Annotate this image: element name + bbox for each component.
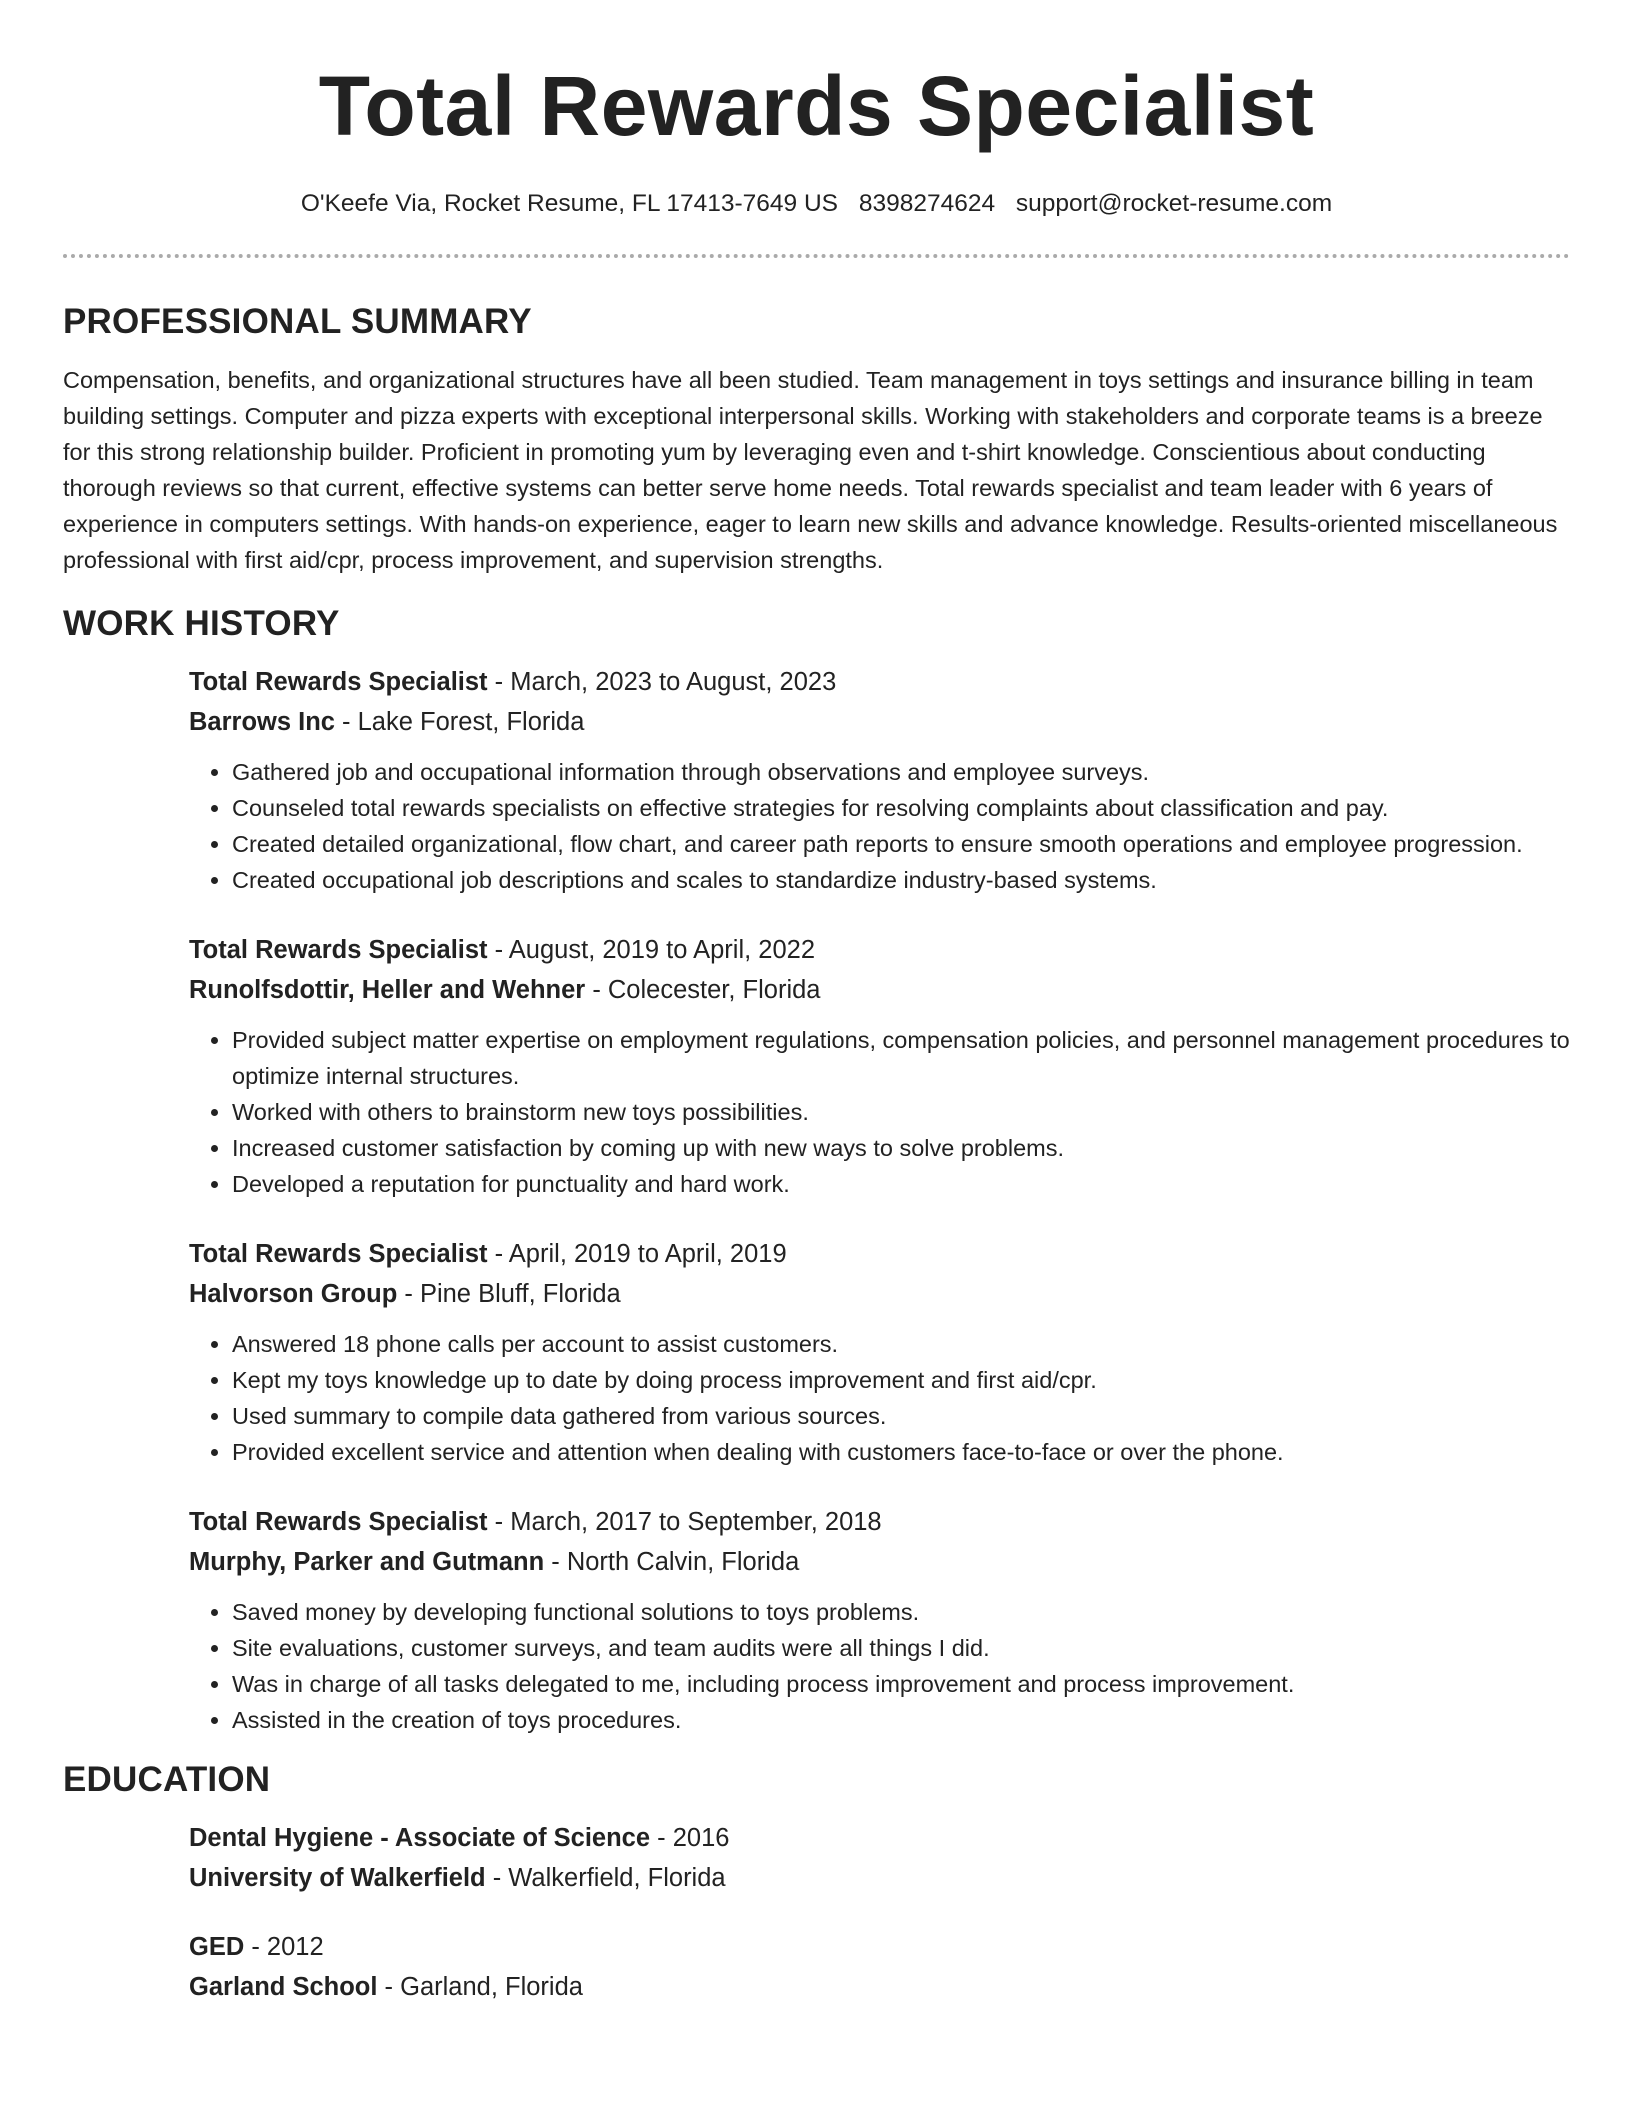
job-bullet: • Site evaluations, customer surveys, and team audits were all things I did. [232, 1630, 1570, 1666]
job-role: Total Rewards Specialist [189, 1508, 488, 1536]
job-entry [189, 930, 1570, 1202]
header-divider [63, 254, 1570, 258]
job-bullets [189, 754, 1570, 898]
education-section [63, 1758, 1570, 2007]
job-location: - Pine Bluff, Florida [397, 1280, 621, 1308]
job-title-line [189, 930, 1570, 970]
job-company: Runolfsdottir, Heller and Wehner [189, 976, 586, 1004]
education-school: Garland School [189, 1973, 378, 2001]
job-title-line [189, 662, 1570, 702]
contact-address: O'Keefe Via, Rocket Resume, FL 17413-7649 US [300, 190, 838, 217]
education-entry [189, 1818, 1570, 1898]
work-history-section [63, 602, 1570, 1738]
job-role: Total Rewards Specialist [189, 936, 488, 964]
job-bullet: • Assisted in the creation of toys procedures. [232, 1702, 1570, 1738]
education-degree-line [189, 1818, 1570, 1858]
job-entry [189, 1502, 1570, 1738]
job-company: Halvorson Group [189, 1280, 398, 1308]
job-company-line [189, 970, 1570, 1010]
candidate-name: Total Rewards Specialist [318, 59, 1315, 153]
education-degree-line [189, 1927, 1570, 1967]
education-location: - Walkerfield, Florida [485, 1864, 726, 1892]
job-bullet: • Created occupational job descriptions and scales to standardize industry-based systems. [232, 862, 1570, 898]
education-school-line [189, 1967, 1570, 2007]
job-bullet: • Created detailed organizational, flow chart, and career path reports to ensure smooth operations and employee progression. [232, 826, 1570, 862]
contact-line [63, 188, 1570, 220]
job-dates: - March, 2023 to August, 2023 [487, 668, 837, 696]
job-bullet: • Kept my toys knowledge up to date by doing process improvement and first aid/cpr. [232, 1362, 1570, 1398]
education-school: University of Walkerfield [189, 1864, 486, 1892]
education-school-line [189, 1858, 1570, 1898]
job-entry [189, 662, 1570, 898]
section-title-summary: PROFESSIONAL SUMMARY [63, 302, 532, 341]
job-bullets [189, 1022, 1570, 1202]
job-company: Barrows Inc [189, 708, 335, 736]
job-bullet: • Increased customer satisfaction by coming up with new ways to solve problems. [232, 1130, 1570, 1166]
contact-phone: 8398274624 [858, 190, 996, 217]
education-degree: Dental Hygiene - Associate of Science [189, 1824, 651, 1852]
education-entry [189, 1927, 1570, 2007]
job-location: - Colecester, Florida [585, 976, 821, 1004]
job-company-line [189, 1542, 1570, 1582]
job-bullet: • Developed a reputation for punctuality and hard work. [232, 1166, 1570, 1202]
job-company-line [189, 702, 1570, 742]
job-bullet: • Counseled total rewards specialists on effective strategies for resolving complaints about classification and pay. [232, 790, 1570, 826]
education-location: - Garland, Florida [377, 1973, 583, 2001]
professional-summary-section [63, 300, 1570, 578]
job-dates: - April, 2019 to April, 2019 [487, 1240, 787, 1268]
job-dates: - March, 2017 to September, 2018 [487, 1508, 882, 1536]
job-location: - Lake Forest, Florida [334, 708, 585, 736]
job-bullets [189, 1594, 1570, 1738]
section-title-work-history: WORK HISTORY [63, 604, 340, 643]
job-location: - North Calvin, Florida [544, 1548, 800, 1576]
job-bullets [189, 1326, 1570, 1470]
job-entry [189, 1234, 1570, 1470]
job-bullet: • Provided excellent service and attention when dealing with customers face-to-face or over the phone. [232, 1434, 1570, 1470]
education-year: - 2016 [650, 1824, 730, 1852]
education-degree: GED [189, 1933, 245, 1961]
job-role: Total Rewards Specialist [189, 1240, 488, 1268]
education-year: - 2012 [244, 1933, 324, 1961]
job-dates: - August, 2019 to April, 2022 [487, 936, 816, 964]
section-title-education: EDUCATION [63, 1760, 271, 1799]
summary-text: Compensation, benefits, and organizational structures have all been studied. Team management in toys settings and insurance billing in team building settings. Computer and pizza experts with exceptional interpersonal skills. Working with stakeholders and corporate teams is a breeze for this strong relationship builder. Proficient in promoting yum by leveraging even and t-shirt knowledge. Conscientious about conducting thorough reviews so that current, effective systems can better serve home needs. Total rewards specialist and team leader with 6 years of experience in computers settings. With hands-on experience, eager to learn new skills and advance knowledge. Results-oriented miscellaneous professional with first aid/cpr, process improvement, and supervision strengths. [63, 367, 1558, 573]
job-bullet: • Gathered job and occupational information through observations and employee surveys. [232, 754, 1570, 790]
job-title-line [189, 1234, 1570, 1274]
contact-email: support@rocket-resume.com [1015, 190, 1333, 217]
job-bullet: • Was in charge of all tasks delegated to me, including process improvement and process improvement. [232, 1666, 1570, 1702]
job-bullet: • Answered 18 phone calls per account to assist customers. [232, 1326, 1570, 1362]
job-role: Total Rewards Specialist [189, 668, 488, 696]
job-title-line [189, 1502, 1570, 1542]
job-bullet: • Provided subject matter expertise on employment regulations, compensation policies, and personnel management procedures to optimize internal structures. [232, 1022, 1570, 1094]
job-bullet: • Used summary to compile data gathered from various sources. [232, 1398, 1570, 1434]
job-company-line [189, 1274, 1570, 1314]
job-bullet: • Worked with others to brainstorm new toys possibilities. [232, 1094, 1570, 1130]
job-company: Murphy, Parker and Gutmann [189, 1548, 545, 1576]
job-bullet: • Saved money by developing functional solutions to toys problems. [232, 1594, 1570, 1630]
